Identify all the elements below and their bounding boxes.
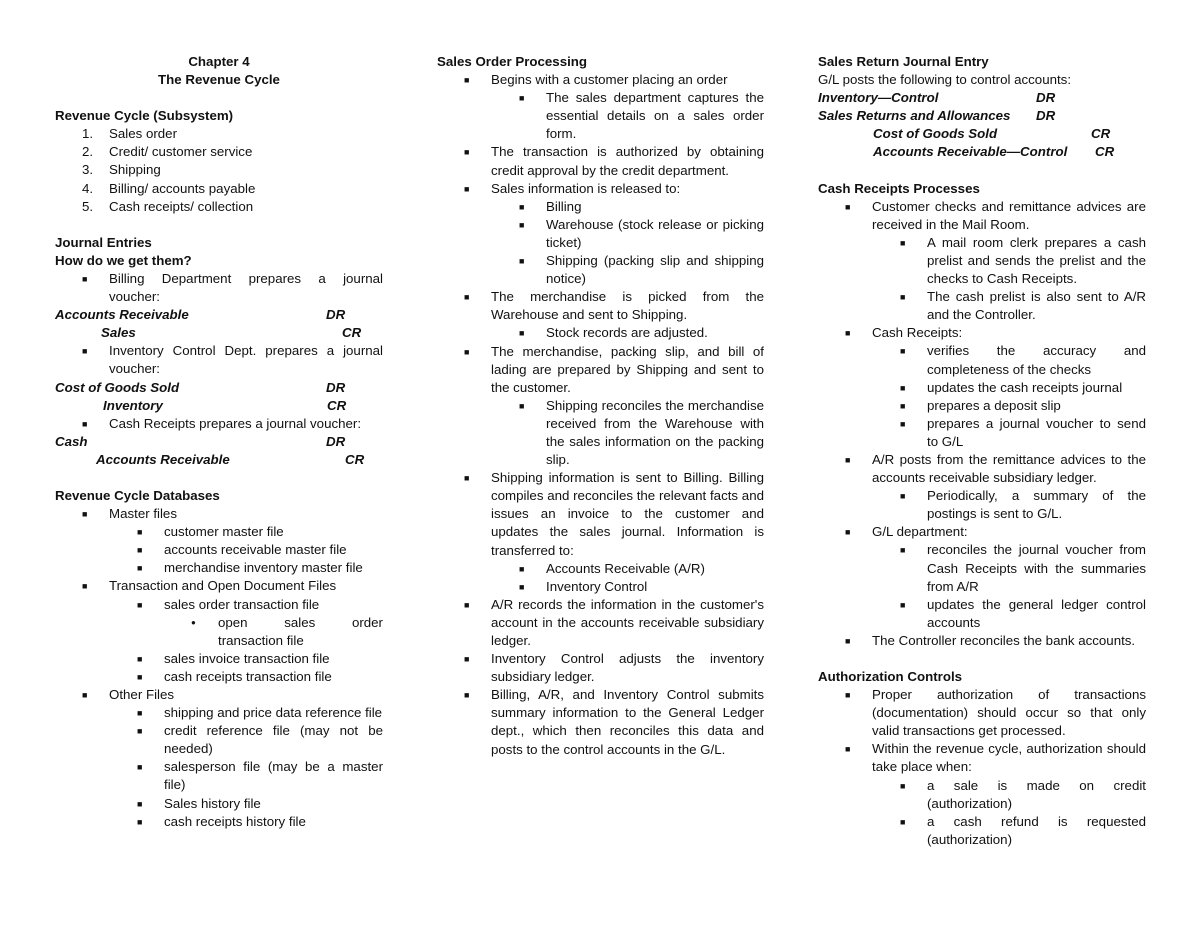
- bullet-icon: ■: [900, 400, 906, 411]
- list-item: ■ sales order transaction file: [137, 596, 320, 612]
- bullet-icon: ■: [82, 581, 88, 592]
- bullet-icon: ■: [137, 671, 143, 682]
- databases-heading: Revenue Cycle Databases: [55, 487, 220, 503]
- bullet-icon: ■: [900, 237, 906, 248]
- bullet-icon: ■: [464, 75, 470, 86]
- bullet-icon: ■: [900, 346, 906, 357]
- journal-question: How do we get them?: [55, 252, 192, 268]
- journal-entry-credit: Accounts Receivable CR: [96, 451, 365, 467]
- journal-entry-credit: Cost of Goods Sold CR: [873, 126, 1111, 142]
- bullet-icon: ■: [845, 635, 851, 646]
- authorization-heading: Authorization Controls: [818, 669, 963, 684]
- list-item: ■ Shipping information is sent to Billing. Billing compiles and reconciles the relevant facts and issues an invoice to the customer and updates the sales journal. Information is transferred to:: [464, 470, 764, 558]
- bullet-icon: ■: [82, 418, 88, 429]
- return-entry-heading: Sales Return Journal Entry: [818, 54, 989, 69]
- list-item: ■ customer master file: [137, 524, 284, 540]
- subsystem-heading: Revenue Cycle (Subsystem): [55, 108, 234, 124]
- list-item: ● open sales order transaction file: [191, 614, 383, 648]
- list-item: ■ Cash Receipts prepares a journal voucher:: [82, 415, 362, 431]
- bullet-icon: ■: [900, 780, 906, 791]
- bullet-icon: ■: [137, 816, 143, 827]
- column-2: [437, 53, 764, 759]
- bullet-icon: ■: [900, 418, 906, 429]
- list-item: ■ shipping and price data reference file: [137, 705, 383, 721]
- list-item: ■ Cash Receipts:: [845, 325, 963, 341]
- bullet-icon: ■: [900, 292, 906, 303]
- list-item: ■ The transaction is authorized by obtaining credit approval by the credit department.: [464, 144, 764, 178]
- list-item: ■ cash receipts history file: [137, 813, 306, 829]
- bullet-icon: ■: [137, 798, 143, 809]
- bullet-icon: ■: [464, 473, 470, 484]
- list-item: 2. Credit/ customer service: [82, 144, 253, 160]
- column-1: [55, 53, 383, 831]
- list-item: ■ Transaction and Open Document Files: [82, 578, 337, 594]
- list-item: ■ Accounts Receivable (A/R): [519, 560, 705, 576]
- list-item: ■ merchandise inventory master file: [137, 560, 363, 576]
- list-item: ■ The sales department captures the essential details on a sales order form.: [519, 90, 764, 142]
- bullet-icon: ■: [137, 599, 143, 610]
- bullet-icon: ■: [519, 400, 525, 411]
- list-item: ■ Sales history file: [137, 795, 261, 811]
- bullet-icon: ■: [845, 201, 851, 212]
- list-item: ■ Billing, A/R, and Inventory Control submits summary information to the General Ledger dept., which then reconciles this data and posts to the control accounts in the G/L.: [464, 687, 764, 757]
- bullet-icon: ■: [464, 599, 470, 610]
- bullet-icon: ■: [82, 690, 88, 700]
- list-item: ■ The merchandise is picked from the Warehouse and sent to Shipping.: [464, 289, 764, 323]
- list-item: ■ Shipping (packing slip and shipping notice): [519, 253, 764, 287]
- list-item: ■ a cash refund is requested (authorization): [900, 813, 1146, 847]
- dot-bullet-icon: ●: [191, 617, 196, 627]
- bullet-icon: ■: [464, 346, 470, 357]
- list-item: ■ Inventory Control adjusts the inventory subsidiary ledger.: [464, 651, 764, 685]
- list-item: ■ cash receipts transaction file: [137, 668, 332, 684]
- list-item: ■ A/R posts from the remittance advices to the accounts receivable subsidiary ledger.: [845, 451, 1146, 486]
- journal-entry-credit: Accounts Receivable—Control CR: [873, 144, 1115, 160]
- bullet-icon: ■: [900, 491, 906, 502]
- list-item: 5. Cash receipts/ collection: [82, 198, 254, 214]
- list-item: ■ Periodically, a summary of the postings is sent to G/L.: [900, 488, 1146, 522]
- bullet-icon: ■: [845, 328, 851, 339]
- bullet-icon: ■: [519, 201, 525, 212]
- bullet-icon: ■: [82, 509, 88, 520]
- cash-receipts-heading: Cash Receipts Processes: [818, 180, 980, 196]
- list-item: ■ G/L department:: [845, 524, 968, 540]
- bullet-icon: ■: [900, 599, 906, 610]
- subsystem-list: [55, 125, 383, 215]
- bullet-icon: ■: [82, 346, 88, 357]
- bullet-icon: ■: [464, 690, 470, 701]
- bullet-icon: ■: [845, 690, 851, 701]
- list-item: 3. Shipping: [82, 162, 161, 178]
- bullet-icon: ■: [845, 744, 851, 755]
- bullet-icon: ■: [519, 581, 525, 592]
- list-item: ■ a sale is made on credit (authorization): [900, 777, 1146, 811]
- bullet-icon: ■: [82, 273, 88, 284]
- list-item: ■ The Controller reconciles the bank accounts.: [845, 632, 1136, 648]
- bullet-icon: ■: [464, 183, 470, 194]
- list-item: ■ accounts receivable master file: [137, 542, 347, 558]
- list-item: 4. Billing/ accounts payable: [82, 180, 256, 196]
- list-item: ■ The cash prelist is also sent to A/R and the Controller.: [900, 289, 1146, 323]
- list-item: 1. Sales order: [82, 126, 177, 142]
- journal-entry-credit: Sales CR: [101, 325, 362, 341]
- return-entry-intro: G/L posts the following to control accounts:: [818, 72, 1072, 88]
- bullet-icon: ■: [900, 816, 906, 827]
- list-item: ■ Within the revenue cycle, authorization should take place when:: [845, 741, 1146, 775]
- bullet-icon: ■: [137, 708, 143, 719]
- list-item: ■ Begins with a customer placing an order: [464, 72, 728, 88]
- list-item: ■ Sales information is released to:: [464, 180, 681, 196]
- bullet-icon: ■: [519, 563, 525, 574]
- bullet-icon: ■: [137, 527, 143, 538]
- column-3: [818, 53, 1146, 849]
- bullet-icon: ■: [845, 454, 851, 465]
- list-item: ■ prepares a journal voucher to send to G/L: [900, 415, 1146, 449]
- bullet-icon: ■: [137, 653, 143, 664]
- sales-order-heading: Sales Order Processing: [437, 54, 588, 69]
- list-item: ■ Inventory Control Dept. prepares a journal voucher:: [82, 343, 383, 377]
- bullet-icon: ■: [519, 256, 525, 267]
- bullet-icon: ■: [464, 654, 470, 665]
- list-item: ■ Billing: [519, 198, 582, 214]
- list-item: ■ Billing Department prepares a journal voucher:: [82, 270, 383, 305]
- list-item: ■ updates the general ledger control accounts: [900, 596, 1146, 630]
- list-item: ■ credit reference file (may not be needed): [137, 723, 383, 757]
- journal-entry-debit: Inventory—Control DR: [818, 90, 1056, 106]
- list-item: ■ Inventory Control: [519, 578, 648, 594]
- list-item: ■ Shipping reconciles the merchandise received from the Warehouse with the sales information on the packing slip.: [519, 397, 764, 468]
- list-item: ■ The merchandise, packing slip, and bill of lading are prepared by Shipping and sent to the customer.: [464, 343, 764, 395]
- bullet-icon: ■: [137, 545, 143, 556]
- journal-entry-debit: Cost of Goods Sold DR: [55, 379, 346, 395]
- chapter-title: The Revenue Cycle: [158, 72, 280, 88]
- bullet-icon: ■: [519, 93, 525, 104]
- bullet-icon: ■: [464, 147, 470, 158]
- list-item: ■ A mail room clerk prepares a cash prelist and sends the prelist and the checks to Cash Receipts.: [900, 234, 1146, 287]
- journal-entry-credit: Inventory CR: [103, 397, 347, 413]
- list-item: ■ Proper authorization of transactions (documentation) should occur so that only valid transactions get processed.: [845, 687, 1146, 739]
- chapter-label: Chapter 4: [188, 54, 250, 69]
- list-item: ■ sales invoice transaction file: [137, 650, 330, 666]
- list-item: ■ salesperson file (may be a master file): [137, 759, 383, 793]
- list-item: ■ Customer checks and remittance advices are received in the Mail Room.: [845, 198, 1146, 232]
- bullet-icon: ■: [900, 545, 906, 556]
- bullet-icon: ■: [464, 292, 470, 303]
- list-item: ■ Warehouse (stock release or picking ticket): [519, 216, 764, 250]
- list-item: ■ Stock records are adjusted.: [519, 325, 708, 341]
- list-item: ■ Other Files: [82, 687, 175, 702]
- list-item: ■ prepares a deposit slip: [900, 397, 1061, 413]
- bullet-icon: ■: [845, 527, 851, 538]
- bullet-icon: ■: [137, 762, 143, 773]
- list-item: ■ updates the cash receipts journal: [900, 379, 1123, 395]
- journal-entry-debit: Sales Returns and Allowances DR: [818, 108, 1056, 124]
- list-item: ■ A/R records the information in the customer's account in the accounts receivable subsidiary ledger.: [464, 596, 764, 648]
- journal-entry-debit: Accounts Receivable DR: [55, 307, 346, 323]
- bullet-icon: ■: [519, 219, 525, 230]
- journal-entry-debit: Cash DR: [55, 433, 346, 449]
- bullet-icon: ■: [137, 726, 143, 737]
- bullet-icon: ■: [137, 563, 143, 574]
- bullet-icon: ■: [519, 328, 525, 339]
- bullet-icon: ■: [900, 382, 906, 393]
- journal-heading: Journal Entries: [55, 234, 152, 250]
- list-item: ■ Master files: [82, 506, 177, 522]
- list-item: ■ reconciles the journal voucher from Cash Receipts with the summaries from A/R: [900, 542, 1146, 594]
- list-item: ■ verifies the accuracy and completeness of the checks: [900, 343, 1146, 377]
